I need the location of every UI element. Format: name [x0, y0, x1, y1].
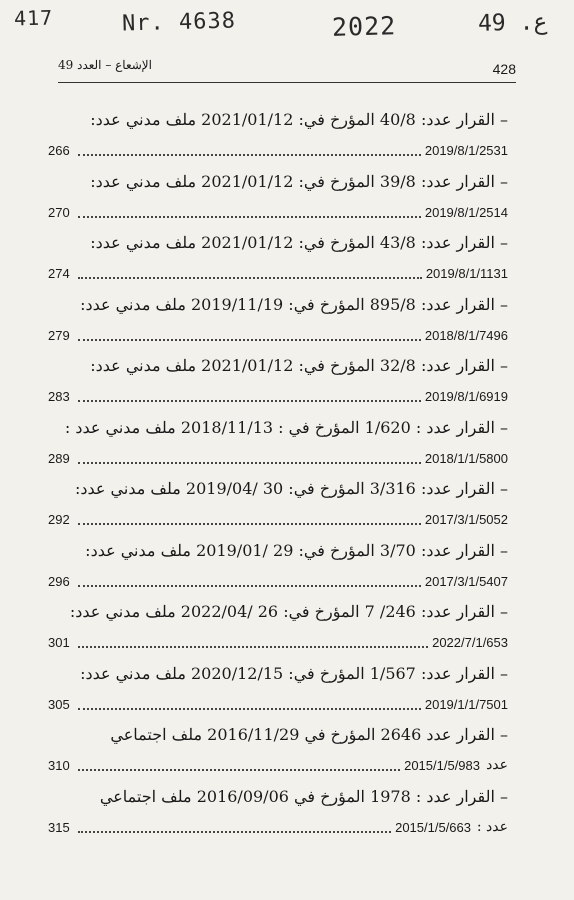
entry-reference-line [48, 266, 508, 286]
file-number: 2019/1/1/7501 [424, 696, 508, 712]
entry-page-number: 274 [48, 266, 70, 281]
file-number: 2017/3/1/5407 [424, 573, 508, 589]
decision-title: – القرار عدد: 3/70 المؤرخ في: 29 /2019/01 ملف مدني عدد: [85, 540, 508, 560]
index-entry [48, 295, 508, 357]
decision-title: – القرار عدد: 895/8 المؤرخ في: 2019/11/19 ملف مدني عدد: [80, 294, 508, 314]
file-number: 2017/3/1/5052 [424, 512, 508, 527]
index-entry [48, 479, 508, 541]
index-entry [48, 418, 508, 480]
running-title: الإشعاع – العدد 49 [58, 58, 152, 72]
entry-page-number: 270 [48, 204, 70, 220]
dot-leader [78, 277, 422, 279]
decision-title: – القرار عدد: 1/567 المؤرخ في: 2020/12/15 ملف مدني عدد: [80, 663, 508, 683]
entry-page-number: 289 [48, 450, 70, 466]
decision-title: – القرار عدد: 40/8 المؤرخ في: 2021/01/12 ملف مدني عدد: [90, 110, 508, 129]
dot-leader [78, 585, 421, 587]
file-number: 2022/7/1/653 [432, 635, 508, 650]
file-number: 2019/8/1/2514 [424, 204, 508, 220]
entry-reference-line [48, 205, 508, 225]
entry-reference-line [48, 635, 508, 655]
file-number: 2019/8/1/6919 [424, 389, 508, 404]
entry-reference-line [48, 697, 508, 717]
entry-reference-line [48, 820, 508, 840]
page-header [58, 52, 516, 83]
decision-title: – القرار عدد: 32/8 المؤرخ في: 2021/01/12 ملف مدني عدد: [90, 356, 508, 375]
dot-leader [78, 708, 421, 710]
index-entry [48, 172, 508, 234]
decision-title: – القرار عدد: 3/316 المؤرخ في: 30 /2019/04 ملف مدني عدد: [75, 479, 508, 498]
dot-leader [78, 216, 421, 218]
entry-reference-line [48, 451, 508, 471]
entry-page-number: 279 [48, 327, 70, 343]
entry-reference-line [48, 389, 508, 409]
file-number: 2019/8/1/2531 [424, 143, 508, 158]
entry-reference-line [48, 758, 508, 778]
page-number: 428 [492, 61, 516, 77]
decision-title: – القرار عدد : 1/620 المؤرخ في : 2018/11/13 ملف مدني عدد : [64, 417, 508, 437]
entry-page-number: 283 [48, 389, 70, 404]
index-entry [48, 602, 508, 664]
decision-title: – القرار عدد: 43/8 المؤرخ في: 2021/01/12 ملف مدني عدد: [90, 233, 508, 252]
index-entry [48, 787, 508, 849]
decision-title: – القرار عدد: 246/ 7 المؤرخ في: 26 /2022/04 ملف مدني عدد: [69, 602, 508, 621]
index-entry [48, 233, 508, 295]
file-number: 2018/1/1/5800 [424, 450, 508, 466]
entry-page-number: 305 [48, 696, 70, 712]
file-number: 2015/1/5/663 [395, 819, 471, 835]
index-entry [48, 541, 508, 603]
dot-leader [78, 154, 421, 156]
entry-page-number: 266 [48, 143, 70, 158]
entry-page-number: 315 [48, 819, 70, 835]
dot-leader [78, 769, 400, 771]
handwritten-note: 417 [13, 5, 54, 31]
dot-leader [78, 462, 421, 464]
handwritten-note: Nr. 4638 [121, 8, 237, 37]
decision-title: – القرار عدد : 1978 المؤرخ في 2016/09/06 ملف اجتماعي [99, 786, 508, 806]
decision-title: – القرار عدد: 39/8 المؤرخ في: 2021/01/12 ملف مدني عدد: [90, 171, 508, 191]
index-list [48, 110, 508, 848]
entry-reference-line [48, 328, 508, 348]
entry-page-number: 301 [48, 635, 70, 650]
entry-reference-line [48, 143, 508, 163]
index-entry [48, 725, 508, 787]
index-entry [48, 356, 508, 418]
entry-reference-line [48, 512, 508, 532]
entry-reference-line [48, 574, 508, 594]
index-entry [48, 664, 508, 726]
entry-page-number: 310 [48, 758, 70, 773]
file-number-label: عدد : [476, 818, 508, 835]
file-number: 2015/1/5/983 [404, 758, 480, 773]
file-number-label: عدد [486, 757, 508, 773]
decision-title: – القرار عدد 2646 المؤرخ في 2016/11/29 ملف اجتماعي [110, 725, 508, 744]
dot-leader [78, 646, 428, 648]
handwritten-note: 2022 [331, 11, 397, 42]
dot-leader [78, 523, 421, 525]
file-number: 2018/8/1/7496 [424, 327, 508, 343]
file-number: 2019/8/1/1131 [425, 266, 508, 281]
entry-page-number: 296 [48, 573, 70, 589]
handwritten-note: 49 .ع [477, 9, 548, 37]
index-entry [48, 110, 508, 172]
dot-leader [78, 831, 391, 833]
dot-leader [78, 339, 421, 341]
dot-leader [78, 400, 421, 402]
entry-page-number: 292 [48, 512, 70, 527]
